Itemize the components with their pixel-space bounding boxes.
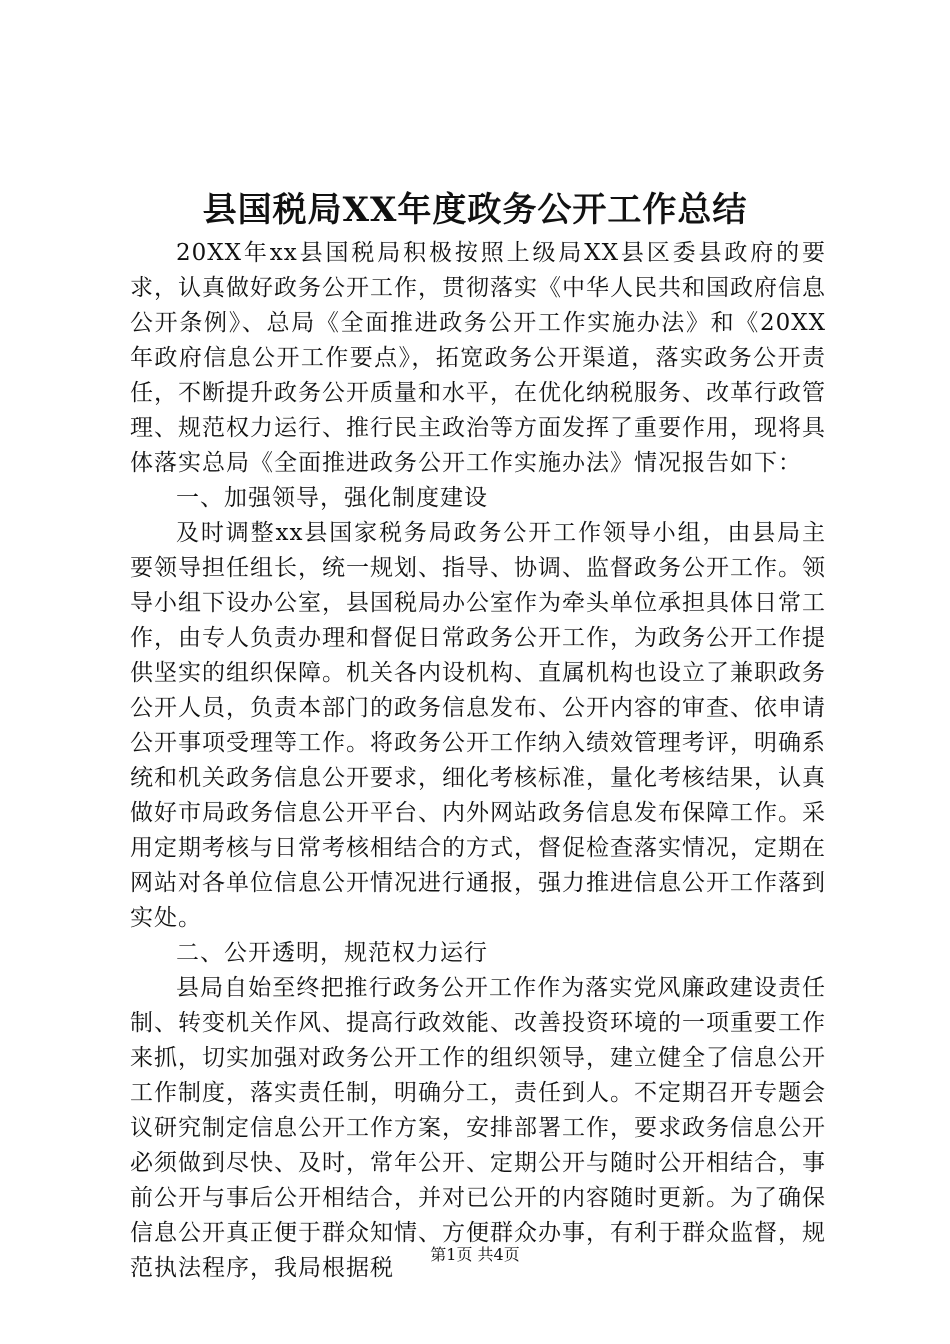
document-body (130, 236, 826, 1286)
intro-paragraph: 20XX年xx县国税局积极按照上级局XX县区委县政府的要求，认真做好政务公开工作，贯彻落实《中华人民共和国政府信息公开条例》、总局《全面推进政务公开工作实施办法》和《20XX年政府信息公开工作要点》，拓宽政务公开渠道，落实政务公开责任，不断提升政务公开质量和水平，在优化纳税服务、改革行政管理、规范权力运行、推行民主政治等方面发挥了重要作用，现将具体落实总局《全面推进政务公开工作实施办法》情况报告如下： (130, 240, 826, 476)
document-title: 县国税局XX年度政务公开工作总结 (202, 190, 748, 230)
section-1-paragraph: 及时调整xx县国家税务局政务公开工作领导小组，由县局主要领导担任组长，统一规划、指导、协调、监督政务公开工作。领导小组下设办公室，县国税局办公室作为牵头单位承担具体日常工作，由专人负责办理和督促日常政务公开工作，为政务公开工作提供坚实的组织保障。机关各内设机构、直属机构也设立了兼职政务公开人员，负责本部门的政务信息发布、公开内容的审查、依申请公开事项受理等工作。将政务公开工作纳入绩效管理考评，明确系统和机关政务信息公开要求，细化考核标准，量化考核结果，认真做好市局政务信息公开平台、内外网站政务信息发布保障工作。采用定期考核与日常考核相结合的方式，督促检查落实情况，定期在网站对各单位信息公开情况进行通报，强力推进信息公开工作落到实处。 (130, 520, 826, 931)
section-heading-1: 一、加强领导，强化制度建设 (176, 485, 488, 511)
page-number-footer: 第1页 共4页 (430, 1245, 520, 1264)
section-heading-2: 二、公开透明，规范权力运行 (176, 940, 488, 966)
section-2-paragraph: 县局自始至终把推行政务公开工作作为落实党风廉政建设责任制、转变机关作风、提高行政效能、改善投资环境的一项重要工作来抓，切实加强对政务公开工作的组织领导，建立健全了信息公开工作制度，落实责任制，明确分工，责任到人。不定期召开专题会议研究制定信息公开工作方案，安排部署工作，要求政务信息公开必须做到尽快、及时，常年公开、定期公开与随时公开相结合，事前公开与事后公开相结合，并对已公开的内容随时更新。为了确保信息公开真正便于群众知情、方便群众办事，有利于群众监督，规范执法程序，我局根据税 (130, 975, 826, 1281)
